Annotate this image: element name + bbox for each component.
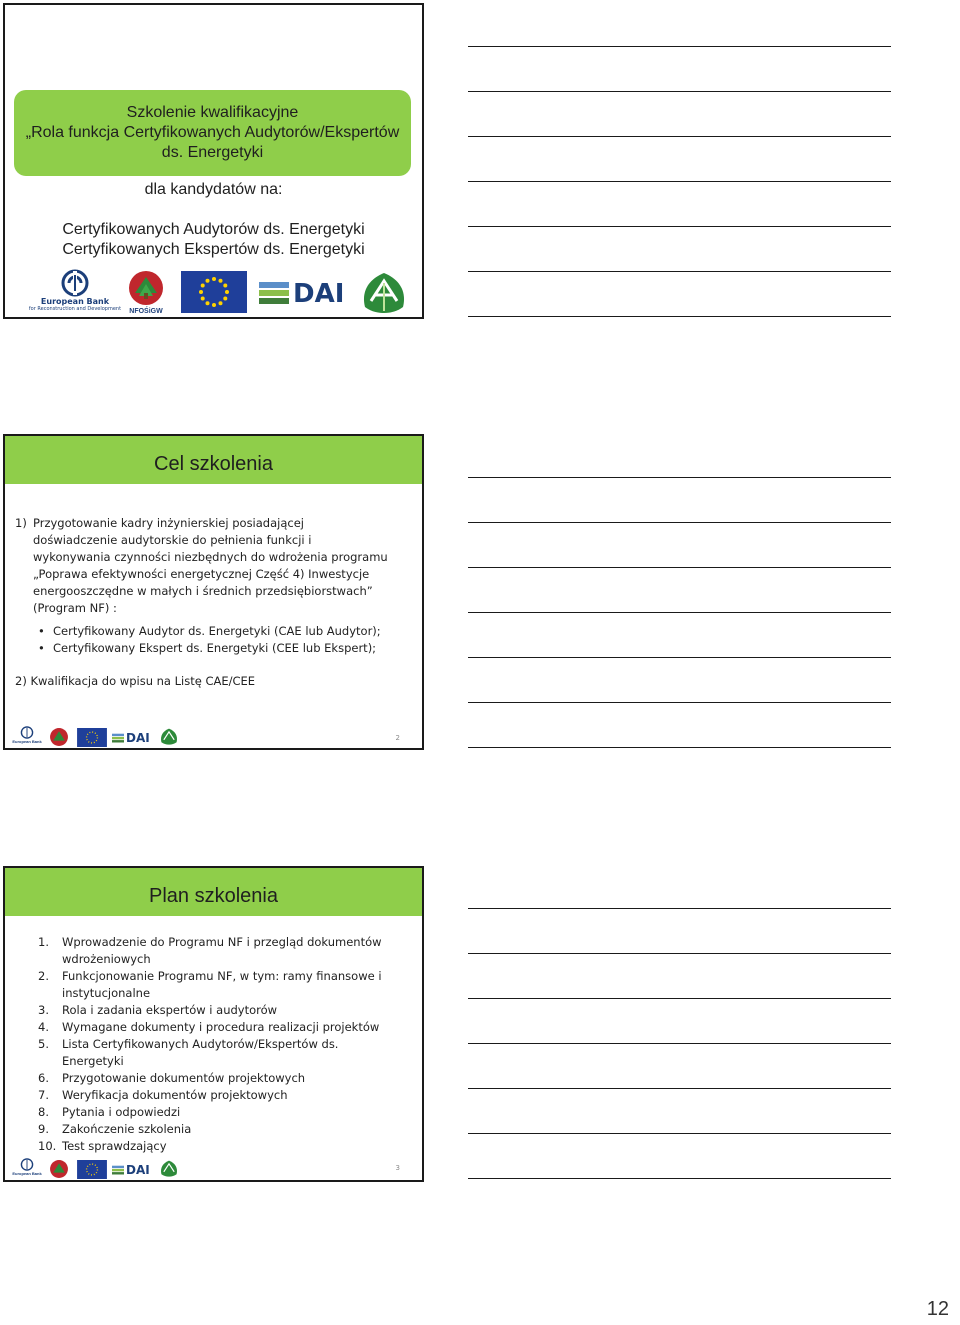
note-line bbox=[468, 702, 891, 703]
slide-1-title-line: ds. Energetyki bbox=[161, 144, 264, 161]
note-line bbox=[468, 747, 891, 748]
ebrd-name: European Bank bbox=[12, 739, 42, 744]
slide-1-title-line: Szkolenie kwalifikacyjne bbox=[126, 104, 299, 121]
dai-logo-icon bbox=[112, 1162, 154, 1178]
plan-item: 2. Funkcjonowanie Programu NF, w tym: ramy finansowe i instytucjonalne bbox=[38, 969, 382, 1000]
plan-item: 1. Wprowadzenie do Programu NF i przegląd dokumentów wdrożeniowych bbox=[38, 935, 382, 966]
ebrd-logo-icon bbox=[25, 269, 125, 319]
item-1-line: energooszczędne w małych i średnich przedsiębiorstwach” bbox=[33, 584, 373, 598]
ac-logo-icon bbox=[159, 1159, 179, 1181]
note-line bbox=[468, 1088, 891, 1089]
item-1-line: Przygotowanie kadry inżynierskiej posiadającej bbox=[33, 516, 304, 530]
slide-2-title: Cel szkolenia bbox=[5, 436, 422, 484]
note-line bbox=[468, 1133, 891, 1134]
dai-name: DAI bbox=[293, 279, 345, 309]
note-line bbox=[468, 1178, 891, 1179]
item-1-line: „Poprawa efektywności energetycznej Część 4) Inwestycje bbox=[33, 567, 370, 581]
slide-2 bbox=[3, 434, 424, 750]
ebrd-logo-icon bbox=[11, 1158, 43, 1182]
item-number: 1) bbox=[15, 516, 27, 530]
nfosigw-logo-icon bbox=[125, 269, 167, 319]
note-line bbox=[468, 181, 891, 182]
plan-item: 10. Test sprawdzający bbox=[38, 1139, 167, 1153]
slide-1-title-box bbox=[14, 90, 411, 176]
slide-3-logo-strip bbox=[11, 1158, 181, 1182]
document-page-number: 12 bbox=[926, 1298, 949, 1320]
slide-1-subtitle: dla kandydatów na: bbox=[144, 181, 283, 198]
note-line bbox=[468, 522, 891, 523]
note-line bbox=[468, 271, 891, 272]
item-1-line: wykonywania czynności niezbędnych do wdrożenia programu bbox=[33, 550, 388, 564]
item-1-line: (Program NF) : bbox=[33, 601, 117, 615]
note-line bbox=[468, 998, 891, 999]
plan-item: 9. Zakończenie szkolenia bbox=[38, 1122, 192, 1136]
note-line bbox=[468, 46, 891, 47]
dai-logo-icon bbox=[259, 279, 349, 309]
dai-name: DAI bbox=[126, 731, 150, 745]
note-line bbox=[468, 612, 891, 613]
note-line bbox=[468, 91, 891, 92]
ebrd-name: European Bank bbox=[12, 1171, 42, 1176]
slide-3-page-number: 3 bbox=[395, 1164, 400, 1172]
eu-flag-icon bbox=[181, 271, 247, 313]
bullet-item: • Certyfikowany Audytor ds. Energetyki (CAE lub Audytor); bbox=[32, 623, 388, 640]
note-line bbox=[468, 567, 891, 568]
plan-item: 5. Lista Certyfikowanych Audytorów/Ekspertów ds. Energetyki bbox=[38, 1037, 339, 1068]
slide-3-title: Plan szkolenia bbox=[5, 868, 422, 916]
nfosigw-logo-icon bbox=[49, 727, 69, 749]
ebrd-logo-icon bbox=[11, 726, 43, 750]
dai-logo-icon bbox=[112, 730, 154, 746]
ebrd-subtitle: for Reconstruction and Development bbox=[28, 306, 122, 312]
ebrd-name: European Bank bbox=[40, 297, 110, 306]
ac-logo-icon bbox=[159, 727, 179, 749]
slide-2-logo-strip bbox=[11, 726, 181, 750]
slide-1-logo-strip bbox=[25, 269, 415, 319]
ac-logo-icon bbox=[359, 271, 409, 317]
note-line bbox=[468, 226, 891, 227]
plan-item: 8. Pytania i odpowiedzi bbox=[38, 1105, 181, 1119]
slide-2-page-number: 2 bbox=[395, 734, 400, 742]
slide-3 bbox=[3, 866, 424, 1182]
dai-name: DAI bbox=[126, 1163, 150, 1177]
plan-list bbox=[38, 934, 412, 1155]
eu-flag-icon bbox=[77, 1160, 107, 1179]
note-line bbox=[468, 477, 891, 478]
plan-item: 7. Weryfikacja dokumentów projektowych bbox=[38, 1088, 288, 1102]
slide-3-body bbox=[38, 934, 412, 1155]
plan-item: 3. Rola i zadania ekspertów i audytorów bbox=[38, 1003, 278, 1017]
slide-2-body bbox=[15, 515, 412, 690]
slide-1-target-ekspert: Certyfikowanych Ekspertów ds. Energetyki bbox=[62, 241, 365, 258]
slide-1-title-line: „Rola funkcja Certyfikowanych Audytorów/Ekspertów bbox=[25, 124, 400, 141]
nfosigw-logo-icon bbox=[49, 1159, 69, 1181]
note-line bbox=[468, 1043, 891, 1044]
eu-flag-icon bbox=[77, 728, 107, 747]
slide-1 bbox=[3, 3, 424, 319]
plan-item: 4. Wymagane dokumenty i procedura realizacji projektów bbox=[38, 1020, 380, 1034]
plan-item: 6. Przygotowanie dokumentów projektowych bbox=[38, 1071, 306, 1085]
item-1-line: doświadczenie audytorskie do pełnienia funkcji i bbox=[33, 533, 312, 547]
note-line bbox=[468, 316, 891, 317]
nfosigw-name: NFOŚiGW bbox=[129, 308, 163, 315]
slide-1-target-audytor: Certyfikowanych Audytorów ds. Energetyki bbox=[62, 221, 365, 238]
note-line bbox=[468, 657, 891, 658]
note-line bbox=[468, 953, 891, 954]
bullet-item: • Certyfikowany Ekspert ds. Energetyki (CEE lub Ekspert); bbox=[32, 640, 388, 657]
note-line bbox=[468, 908, 891, 909]
item-2: 2) Kwalifikacja do wpisu na Listę CAE/CEE bbox=[15, 674, 256, 688]
note-line bbox=[468, 136, 891, 137]
